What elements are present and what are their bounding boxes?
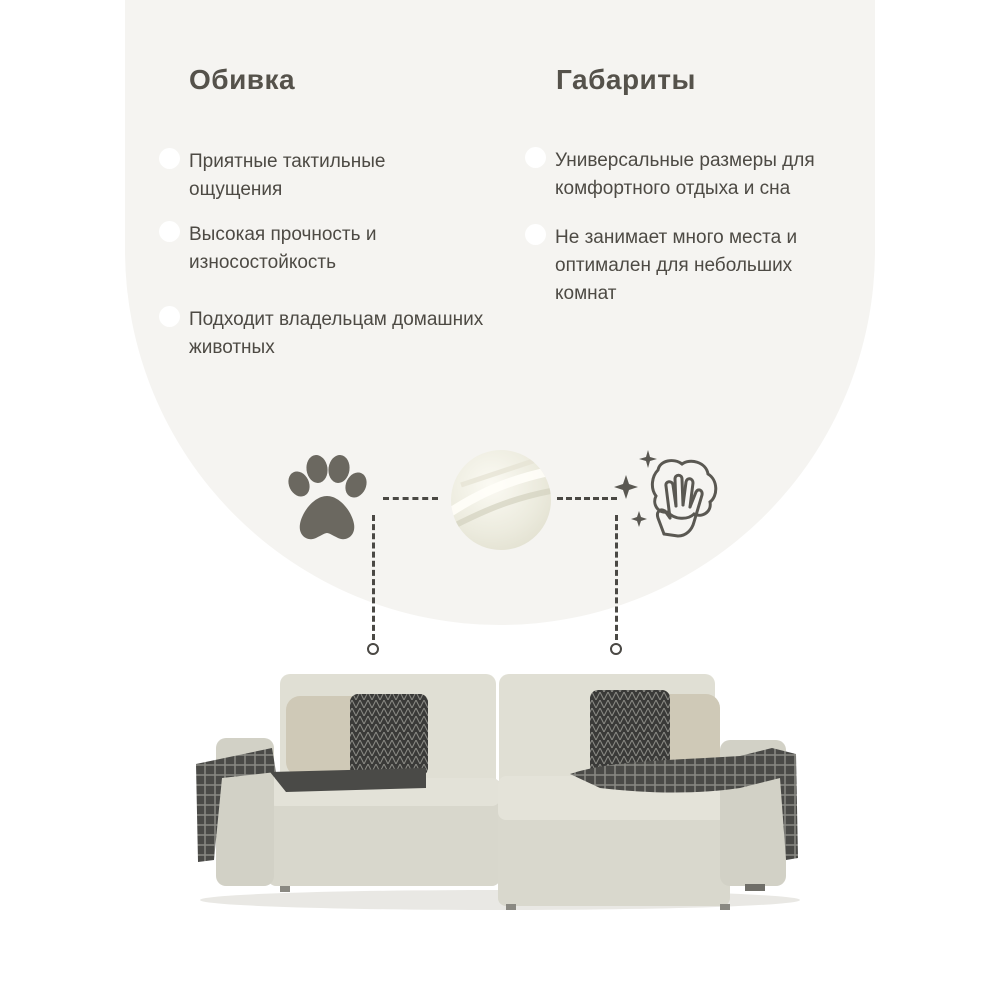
connector-drop-left xyxy=(372,515,375,640)
bullet-text: Приятные тактильные ощущения xyxy=(189,151,386,200)
bullet-dot-icon xyxy=(159,221,180,242)
bullet-text: Высокая прочность и износостойкость xyxy=(189,224,377,273)
connector-end-right-icon xyxy=(610,643,622,655)
bullet-dot-icon xyxy=(159,148,180,169)
bullet-text: Подходит владельцам домашних животных xyxy=(189,309,484,358)
dimensions-title: Габариты xyxy=(556,64,696,95)
bullet-dot-icon xyxy=(159,306,180,327)
connector-end-left-icon xyxy=(367,643,379,655)
bullet-dot-icon xyxy=(525,147,546,168)
connector-line-left xyxy=(383,497,438,500)
fabric-swatch xyxy=(451,450,551,550)
connector-line-right xyxy=(557,497,617,500)
bullet-text: Универсальные размеры для комфортного отдыха и сна xyxy=(555,150,815,199)
hand-wipe-sparkle-icon xyxy=(612,448,727,538)
paw-icon xyxy=(278,452,374,546)
upholstery-title: Обивка xyxy=(189,64,296,95)
bullet-dot-icon xyxy=(525,224,546,245)
bullet-text: Не занимает много места и оптимален для небольших комнат xyxy=(555,227,798,304)
corner-sofa-image xyxy=(180,660,820,920)
